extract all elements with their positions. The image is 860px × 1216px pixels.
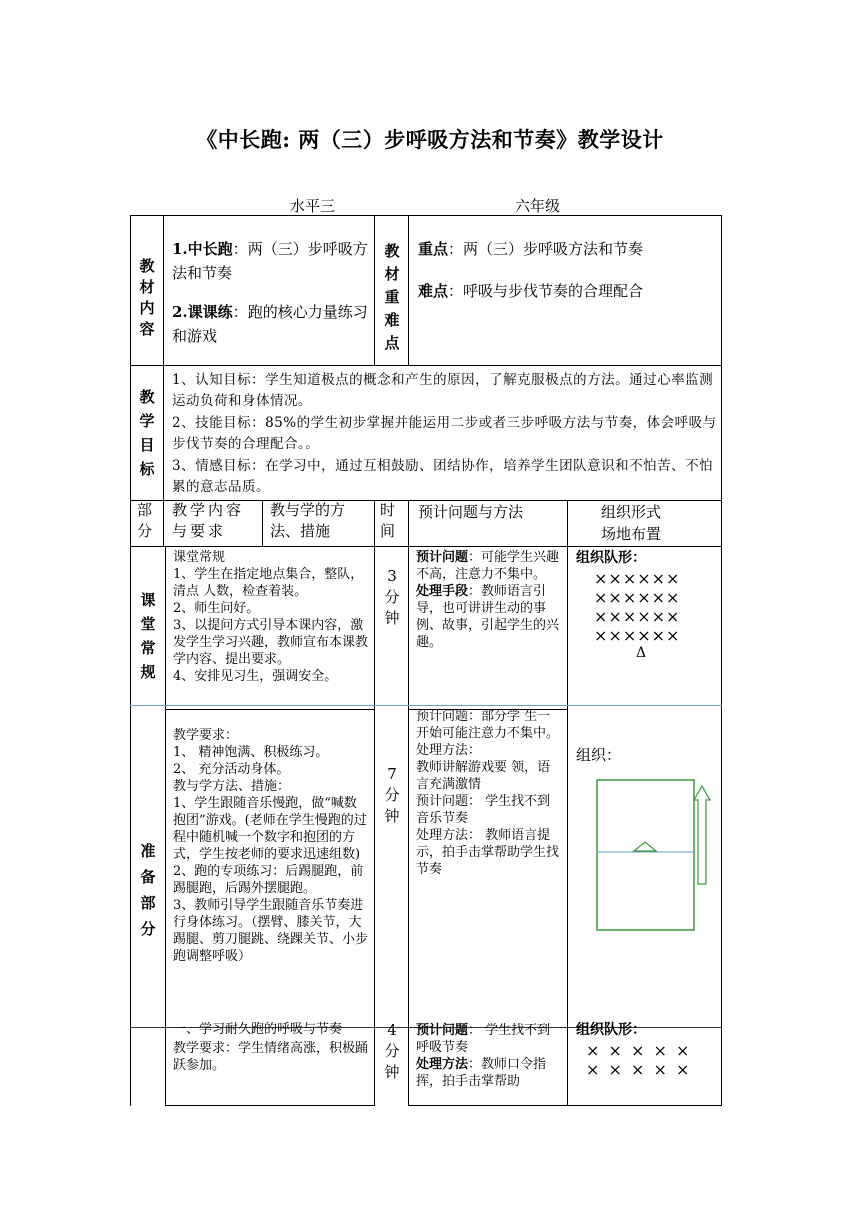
routine-label: 课堂常规 (140, 591, 156, 681)
basic-problems: 预计问题： 学生找不到呼吸节奏 处理方法：教师口令指挥，拍手击掌帮助 (416, 1023, 551, 1089)
basic-formation: 组织队形： × × × × × × × × × × (576, 1022, 716, 1079)
document-title: 《中长跑: 两（三）步呼吸方法和节奏》教学设计 (196, 127, 664, 152)
basic-content: 一、学习耐久跑的呼吸与节奏 教学要求：学生情绪高涨，积极踊跃参加。 (173, 1022, 369, 1073)
goal-skill: 2、技能目标：85%的学生初步掌握并能运用二步或者三步呼吸方法与节奏，体会呼吸与步伐节奏的合理配合。。 (172, 415, 717, 452)
level-label: 水平三 (290, 197, 336, 215)
header-part: 部分 (137, 501, 153, 540)
student-row: ×××××× (594, 626, 681, 645)
student-row: ×××××× (594, 569, 681, 588)
prep-org-label: 组织： (576, 746, 622, 764)
field-diagram (578, 778, 714, 934)
header-org: 组织形式 (601, 503, 662, 521)
difficulty-point: 难点：呼吸与步伐节奏的合理配合 (418, 282, 644, 300)
content-item-2: 2.课课练：跑的核心力量练习和游戏 (172, 303, 368, 345)
focus-label: 教材重难点 (384, 242, 400, 352)
field-rectangle (597, 780, 694, 930)
routine-formation: 组织队形： ×××××× ×××××× ×××××× ×××××× Δ (576, 550, 716, 662)
teacher-triangle-icon (634, 842, 656, 851)
goal-cognitive: 1、认知目标：学生知道极点的概念和产生的原因，了解克服极点的方法。通过心率监测运动负荷和身体情况。 (172, 372, 714, 409)
prep-label: 准备部分 (140, 842, 156, 938)
teacher-triangle-icon: Δ (636, 645, 647, 661)
grade-label: 六年级 (515, 197, 561, 215)
prep-time: 7分钟 (384, 765, 400, 825)
header-problems: 预计问题与方法 (418, 503, 524, 521)
key-point: 重点：两（三）步呼吸方法和节奏 (418, 240, 644, 258)
prep-problems: 预计问题：部分学 生一开始可能注意力不集中。 处理方法： 教师讲解游戏要 领，语言充满激情 预计问题： 学生找不到音乐节奏 处理方法： 教师语言提示，拍手击掌帮助学生找节奏 (416, 709, 560, 877)
header-content: 教学内容与要求 (172, 501, 245, 540)
routine-problems: 预计问题：可能学生兴趣不高，注意力不集中。 处理手段：教师语言引导，也可讲讲生动的事例、故事，引起学生的兴趣。 (416, 550, 560, 650)
header-time: 时间 (380, 501, 396, 540)
goals-label: 教学目标 (139, 388, 155, 478)
student-row: × × × × × (586, 1060, 692, 1079)
header-venue: 场地布置 (601, 525, 662, 543)
arrow-up-icon (694, 786, 710, 884)
routine-time: 3分钟 (384, 567, 400, 627)
content-label: 教材内容 (139, 257, 155, 338)
prep-content: 教学要求： 1、 精神饱满、积极练习。 2、 充分活动身体。 教与学方法、措施： 1、学生跟随音乐慢跑，做“喊数抱团”游戏。(老师在学生慢跑的过程中随机喊一个数字和抱团的方式，学生按老师的要求迅速组数) 2、跑的专项练习：后踢腿跑，前踢腿跑，后踢外摆腿跑。 3、教师引导学生跟随音乐节奏进行身体练习。（摆臂、膝关节，大踢腿、剪刀腿跳、绕踝关节、小步跑调整呼吸） (173, 728, 369, 964)
routine-content: 课堂常规 1、学生在指定地点集合，整队，清点 人数，检查着装。 2、师生问好。 3、以提问方式引导本课内容，激发学生学习兴趣，教师宣布本课教学内容、提出要求。 4、安排见习生，强调安全。 (173, 550, 369, 684)
header-method: 教与学的方法、措施 (270, 501, 346, 540)
student-row: × × × × × (586, 1041, 692, 1060)
basic-time: 4分钟 (384, 1021, 400, 1081)
student-row: ×××××× (594, 607, 681, 626)
goal-emotion: 3、情感目标：在学习中，通过互相鼓励、团结协作，培养学生团队意识和不怕苦、不怕累的意志品质。 (172, 458, 714, 495)
student-row: ×××××× (594, 588, 681, 607)
content-item-1: 1.中长跑：两（三）步呼吸方法和节奏 (172, 240, 368, 282)
